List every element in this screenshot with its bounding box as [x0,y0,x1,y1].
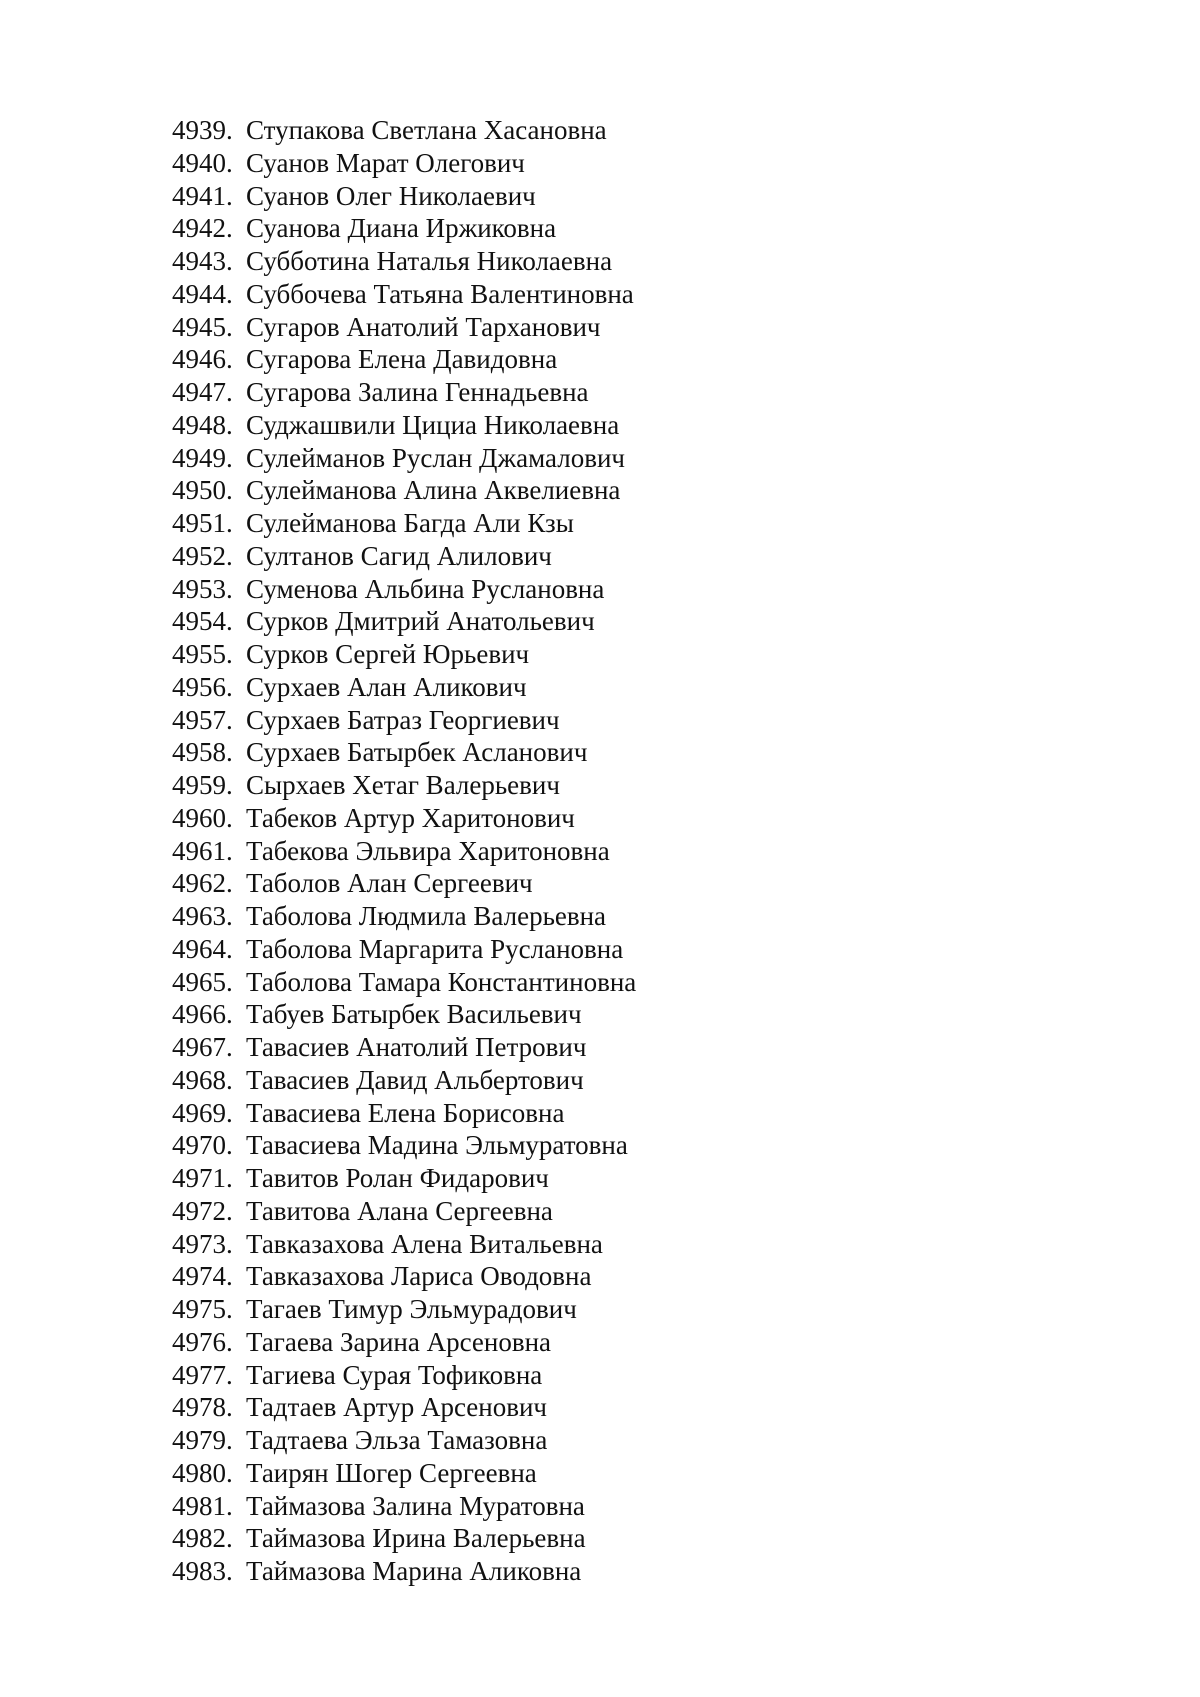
entry-name: Сулейманов Руслан Джамалович [246,442,625,473]
list-item [172,114,636,147]
entry-number: 4944. [172,278,233,309]
entry-number: 4977. [172,1359,233,1390]
list-item [172,1326,636,1359]
entry-number: 4980. [172,1457,233,1488]
entry-name: Таболова Тамара Константиновна [246,966,637,997]
entry-name: Тавказахова Лариса Оводовна [246,1261,592,1292]
list-item [172,573,636,606]
entry-name: Тавитова Алана Сергеевна [246,1195,553,1226]
list-item [172,966,636,999]
entry-name: Табеков Артур Харитонович [246,802,575,833]
entry-name: Субботина Наталья Николаевна [246,246,613,276]
entry-name: Суанов Олег Николаевич [246,180,536,211]
entry-number: 4957. [172,704,233,735]
entry-name: Тавасиев Давид Альбертович [246,1064,584,1095]
list-item [172,1522,636,1555]
entry-number: 4960. [172,802,233,833]
entry-number: 4961. [172,835,233,866]
list-item [172,1457,636,1490]
entry-number: 4970. [172,1130,233,1161]
entry-name: Сулейманова Багда Али Кзы [246,508,574,538]
name-list [172,114,636,1588]
entry-name: Сугаров Анатолий Тарханович [246,311,601,342]
entry-number: 4966. [172,999,233,1030]
entry-number: 4963. [172,901,233,931]
entry-number: 4967. [172,1032,233,1062]
list-item [172,835,636,868]
entry-number: 4942. [172,213,233,244]
entry-number: 4950. [172,475,233,506]
entry-number: 4974. [172,1261,233,1292]
entry-number: 4946. [172,344,233,375]
entry-name: Тавказахова Алена Витальевна [246,1228,603,1259]
entry-number: 4968. [172,1064,233,1095]
entry-number: 4952. [172,540,233,571]
list-item [172,245,636,278]
entry-number: 4956. [172,671,233,702]
list-item [172,278,636,311]
entry-number: 4976. [172,1326,233,1357]
list-item [172,442,636,475]
entry-number: 4941. [172,180,233,211]
entry-number: 4981. [172,1490,233,1521]
list-item [172,1293,636,1326]
list-item [172,343,636,376]
list-item [172,147,636,180]
entry-number: 4951. [172,508,233,538]
list-item [172,769,636,802]
list-item [172,376,636,409]
entry-number: 4978. [172,1392,233,1423]
list-item [172,1391,636,1424]
entry-name: Тагиева Сурая Тофиковна [246,1359,543,1390]
list-item [172,180,636,213]
entry-number: 4948. [172,409,233,440]
list-item [172,671,636,704]
entry-number: 4965. [172,966,233,997]
entry-name: Тадтаев Артур Арсенович [246,1392,547,1423]
entry-number: 4954. [172,606,233,637]
entry-name: Таболова Маргарита Руслановна [246,933,624,964]
entry-name: Тадтаева Эльза Тамазовна [246,1425,548,1455]
entry-name: Сугарова Елена Давидовна [246,344,558,375]
entry-name: Суджашвили Цициа Николаевна [246,409,620,440]
entry-name: Суанов Марат Олегович [246,147,525,178]
list-item [172,736,636,769]
entry-number: 4964. [172,933,233,964]
list-item [172,1195,636,1228]
entry-name: Таирян Шогер Сергеевна [246,1457,537,1488]
entry-number: 4962. [172,868,233,899]
list-item [172,311,636,344]
entry-name: Тавасиева Мадина Эльмуратовна [246,1130,628,1161]
list-item [172,605,636,638]
list-item [172,1490,636,1523]
entry-name: Сугарова Залина Геннадьевна [246,377,589,407]
list-item [172,1129,636,1162]
entry-number: 4973. [172,1228,233,1259]
entry-name: Сурхаев Батырбек Асланович [246,737,588,768]
list-item [172,474,636,507]
entry-name: Сулейманова Алина Аквелиевна [246,475,621,506]
list-item [172,998,636,1031]
entry-name: Суменова Альбина Руслановна [246,573,605,604]
list-item [172,900,636,933]
entry-name: Ступакова Светлана Хасановна [246,115,607,145]
list-item [172,212,636,245]
entry-name: Таболова Людмила Валерьевна [246,901,607,931]
entry-number: 4971. [172,1163,233,1193]
entry-name: Тавасиева Елена Борисовна [246,1097,565,1128]
entry-number: 4975. [172,1294,233,1324]
entry-name: Таболов Алан Сергеевич [246,868,533,899]
list-item [172,867,636,900]
entry-name: Суббочева Татьяна Валентиновна [246,278,634,309]
entry-number: 4953. [172,573,233,604]
entry-name: Суанова Диана Иржиковна [246,213,557,244]
list-item [172,1064,636,1097]
entry-number: 4947. [172,377,233,407]
entry-name: Тагаева Зарина Арсеновна [246,1326,552,1357]
list-item [172,704,636,737]
list-item [172,409,636,442]
list-item [172,1424,636,1457]
entry-number: 4949. [172,442,233,473]
entry-number: 4972. [172,1195,233,1226]
list-item [172,1359,636,1392]
list-item [172,802,636,835]
entry-name: Таймазова Ирина Валерьевна [246,1523,586,1554]
entry-number: 4979. [172,1425,233,1455]
list-item [172,933,636,966]
entry-name: Сырхаев Хетаг Валерьевич [246,770,560,800]
list-item [172,1031,636,1064]
entry-name: Табуев Батырбек Васильевич [246,999,582,1030]
entry-name: Сурков Сергей Юрьевич [246,639,530,669]
entry-number: 4982. [172,1523,233,1554]
list-item [172,507,636,540]
entry-number: 4945. [172,311,233,342]
entry-name: Сурхаев Батраз Георгиевич [246,704,560,735]
entry-number: 4969. [172,1097,233,1128]
entry-number: 4983. [172,1556,233,1586]
entry-name: Табекова Эльвира Харитоновна [246,835,610,866]
entry-name: Тавасиев Анатолий Петрович [246,1032,587,1062]
list-item [172,1555,636,1588]
entry-name: Таймазова Залина Муратовна [246,1490,585,1521]
entry-name: Таймазова Марина Аликовна [246,1556,582,1586]
list-item [172,1097,636,1130]
entry-name: Сурхаев Алан Аликович [246,671,527,702]
list-item [172,540,636,573]
list-item [172,638,636,671]
list-item [172,1162,636,1195]
entry-name: Тагаев Тимур Эльмурадович [246,1294,577,1324]
entry-number: 4943. [172,246,233,276]
entry-number: 4955. [172,639,233,669]
entry-name: Султанов Сагид Алилович [246,540,552,571]
entry-name: Сурков Дмитрий Анатольевич [246,606,595,637]
list-item [172,1260,636,1293]
entry-name: Тавитов Ролан Фидарович [246,1163,549,1193]
entry-number: 4959. [172,770,233,800]
entry-number: 4939. [172,115,233,145]
entry-number: 4940. [172,147,233,178]
list-item [172,1228,636,1261]
entry-number: 4958. [172,737,233,768]
